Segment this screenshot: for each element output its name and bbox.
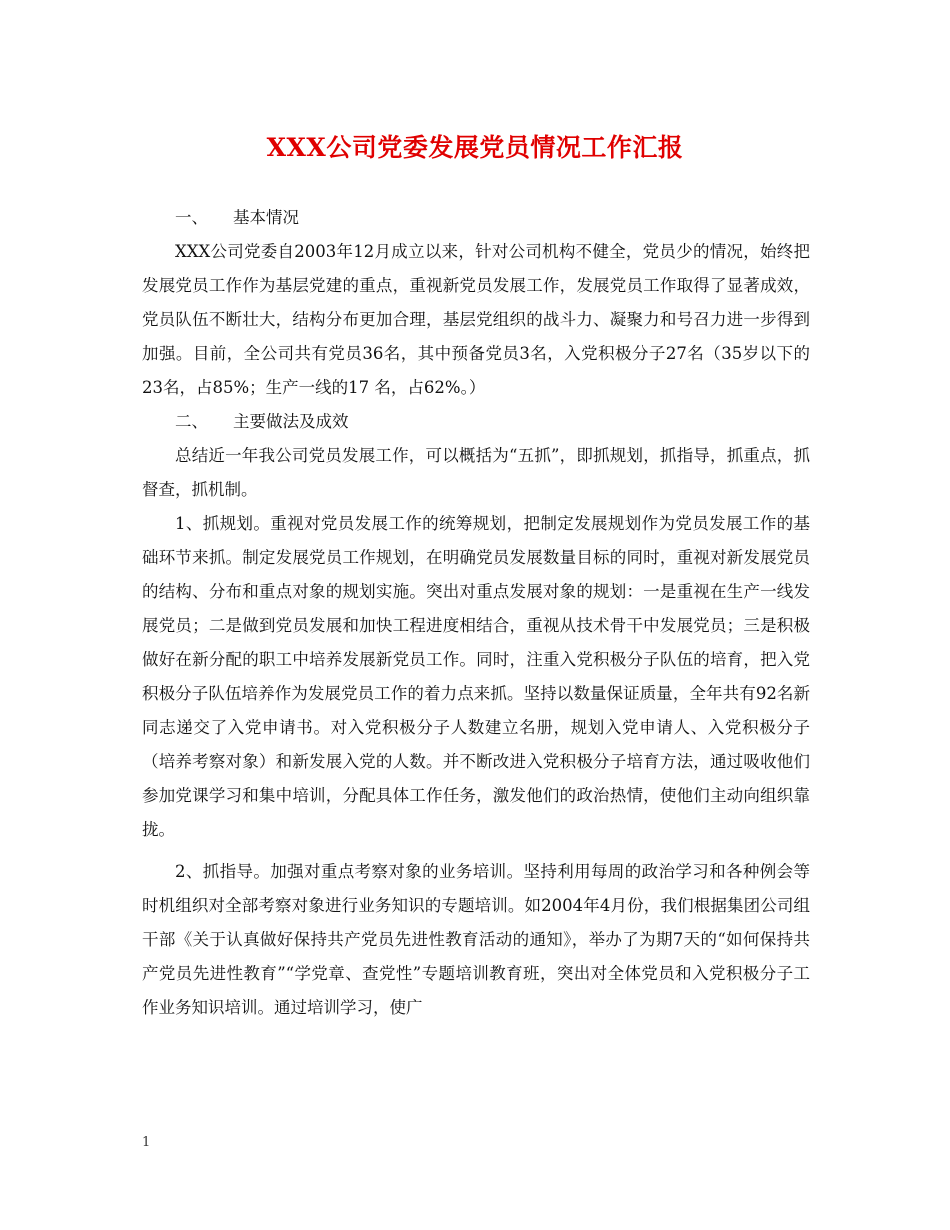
document-title: XXX公司党委发展党员情况工作汇报 [266, 133, 684, 162]
section-number: 一、 [175, 208, 208, 227]
paragraph-planning: 1、抓规划。重视对党员发展工作的统筹规划，把制定发展规划作为党员发展工作的基础环节来抓。制定发展党员工作规划，在明确党员发展数量目标的同时，重视对新发展党员的结构、分布和重点对象的规划实施。突出对重点发展对象的规划：一是重视在生产一线发展党员；二是做到党员发展和加快工程进度相结合，重视从技术骨干中发展党员；三是积极做好在新分配的职工中培养发展新党员工作。同时，注重入党积极分子队伍的培育，把入党积极分子队伍培养作为发展党员工作的着力点来抓。坚持以数量保证质量，全年共有92名新同志递交了入党申请书。对入党积极分子人数建立名册，规划入党申请人、入党积极分子（培养考察对象）和新发展入党的人数。并不断改进入党积极分子培育方法，通过吸收他们参加党课学习和集中培训，分配具体工作任务，激发他们的政治热情，使他们主动向组织靠拢。 [142, 514, 810, 839]
document-body [142, 201, 810, 1025]
section-number: 二、 [175, 412, 208, 431]
page-number: 1 [142, 1135, 151, 1150]
paragraph-guidance: 2、抓指导。加强对重点考察对象的业务培训。坚持利用每周的政治学习和各种例会等时机组织对全部考察对象进行业务知识的专题培训。如2004年4月份，我们根据集团公司组干部《关于认真做好保持共产党员先进性教育活动的通知》，举办了为期7天的“如何保持共产党员先进性教育”“学党章、查党性”专题培训教育班，突出对全体党员和入党积极分子工作业务知识培训。通过培训学习，使广 [142, 862, 810, 1017]
paragraph-summary: 总结近一年我公司党员发展工作，可以概括为“五抓”，即抓规划，抓指导，抓重点，抓督查，抓机制。 [142, 446, 810, 499]
section-heading-methods [142, 405, 810, 439]
section-heading-text: 主要做法及成效 [233, 412, 349, 431]
section-heading-text: 基本情况 [233, 208, 299, 227]
paragraph-basic-situation: XXX公司党委自2003年12月成立以来，针对公司机构不健全，党员少的情况，始终把发展党员工作作为基层党建的重点，重视新党员发展工作，发展党员工作取得了显著成效，党员队伍不断壮大，结构分布更加合理，基层党组织的战斗力、凝聚力和号召力进一步得到加强。目前，全公司共有党员36名，其中预备党员3名，入党积极分子27名（35岁以下的23名，占85%；生产一线的17 名，占62%。） [142, 242, 810, 397]
section-heading-basic [142, 201, 810, 235]
